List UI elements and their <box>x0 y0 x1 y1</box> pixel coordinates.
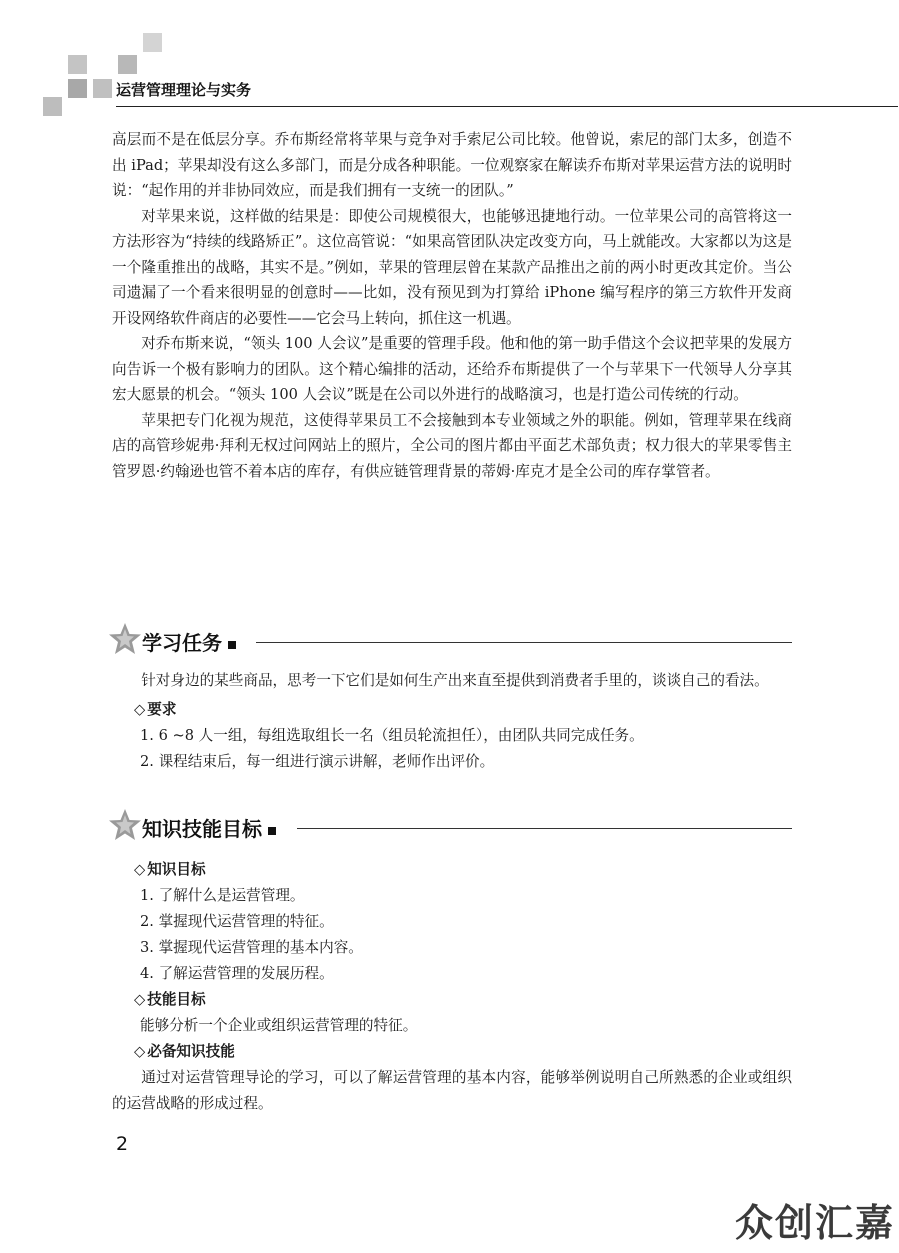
header-decor-square <box>93 79 112 98</box>
knowledge-item: 3. 掌握现代运营管理的基本内容。 <box>140 939 363 956</box>
running-header-title: 运营管理理论与实务 <box>116 81 252 99</box>
diamond-icon: ◇ <box>134 1043 146 1060</box>
star-icon <box>108 622 142 656</box>
skill-goal-text: 能够分析一个企业或组织运营管理的特征。 <box>140 1017 418 1034</box>
watermark-logo: 众创汇嘉 <box>734 1201 895 1245</box>
skill-goals-content <box>112 857 792 1116</box>
page-number: 2 <box>116 1133 129 1155</box>
knowledge-item: 2. 掌握现代运营管理的特征。 <box>140 913 334 930</box>
body-paragraph: 苹果把专门化视为规范，这使得苹果员工不会接触到本专业领域之外的职能。例如，管理苹果在线商店的高管珍妮弗·拜利无权过问网站上的照片，全公司的图片都由平面艺术部负责；权力很大的苹果零售主管罗恩·约翰逊也管不着本店的库存，有供应链管理背景的蒂姆·库克才是全公司的库存掌管者。 <box>112 411 792 480</box>
study-task-intro: 针对身边的某些商品，思考一下它们是如何生产出来直至提供到消费者手里的，谈谈自己的看法。 <box>141 672 769 689</box>
prereq-heading: ◇ 必备知识技能 <box>134 1043 235 1060</box>
section-title: 知识技能目标 <box>142 813 276 842</box>
diamond-icon: ◇ <box>134 700 146 718</box>
body-text <box>112 127 792 484</box>
square-marker-icon <box>268 827 276 835</box>
diamond-icon: ◇ <box>134 991 146 1008</box>
square-marker-icon <box>228 641 236 649</box>
section-heading-skill-goals <box>108 806 792 846</box>
requirement-item: 1. 6 ~8 人一组，每组选取组长一名（组员轮流担任），由团队共同完成任务。 <box>140 726 644 744</box>
section-rule <box>297 828 792 829</box>
diamond-icon: ◇ <box>134 861 146 878</box>
study-task-content <box>112 668 792 775</box>
knowledge-item: 1. 了解什么是运营管理。 <box>140 887 305 904</box>
section-rule <box>256 642 792 643</box>
requirements-heading: ◇ 要求 <box>134 700 177 718</box>
skill-goals-heading: ◇ 技能目标 <box>134 991 206 1008</box>
section-title: 学习任务 <box>142 627 236 656</box>
header-decor-square <box>68 55 87 74</box>
body-paragraph: 对乔布斯来说，“领头 100 人会议”是重要的管理手段。他和他的第一助手借这个会议把苹果的发展方向告诉一个极有影响力的团队。这个精心编排的活动，还给乔布斯提供了一个与苹果下一代领导人分享其宏大愿景的机会。“领头 100 人会议”既是在公司以外进行的战略演习，也是打造公司传统的行动。 <box>112 335 792 403</box>
prereq-text: 通过对运营管理导论的学习，可以了解运营管理的基本内容，能够举例说明自己所熟悉的企业或组织的运营战略的形成过程。 <box>112 1069 792 1112</box>
body-paragraph: 对苹果来说，这样做的结果是：即使公司规模很大，也能够迅捷地行动。一位苹果公司的高管将这一方法形容为“持续的线路矫正”。这位高管说：“如果高管团队决定改变方向，马上就能改。大家都以为这是一个隆重推出的战略，其实不是。”例如，苹果的管理层曾在某款产品推出之前的两小时更改其定价。当公司遗漏了一个看来很明显的创意时——比如，没有预见到为打算给 iPhone 编写程序的第三方软件开发商开设网络软件商店的必要性——它会马上转向，抓住这一机遇。 <box>112 207 792 327</box>
knowledge-goals-heading: ◇ 知识目标 <box>134 861 206 878</box>
header-decor-square <box>68 79 87 98</box>
header-decor-square <box>118 55 137 74</box>
header-rule <box>116 106 898 107</box>
header-decor-square <box>143 33 162 52</box>
header-decor-square <box>43 97 62 116</box>
body-paragraph: 高层而不是在低层分享。乔布斯经常将苹果与竞争对手索尼公司比较。他曾说，索尼的部门太多，创造不出 iPad；苹果却没有这么多部门，而是分成各种职能。一位观察家在解读乔布斯对苹果运营方法的说明时说：“起作用的并非协同效应，而是我们拥有一支统一的团队。” <box>112 131 792 199</box>
requirement-item: 2. 课程结束后，每一组进行演示讲解，老师作出评价。 <box>140 752 495 770</box>
section-heading-study-task <box>108 620 792 660</box>
knowledge-item: 4. 了解运营管理的发展历程。 <box>140 965 334 982</box>
star-icon <box>108 808 142 842</box>
